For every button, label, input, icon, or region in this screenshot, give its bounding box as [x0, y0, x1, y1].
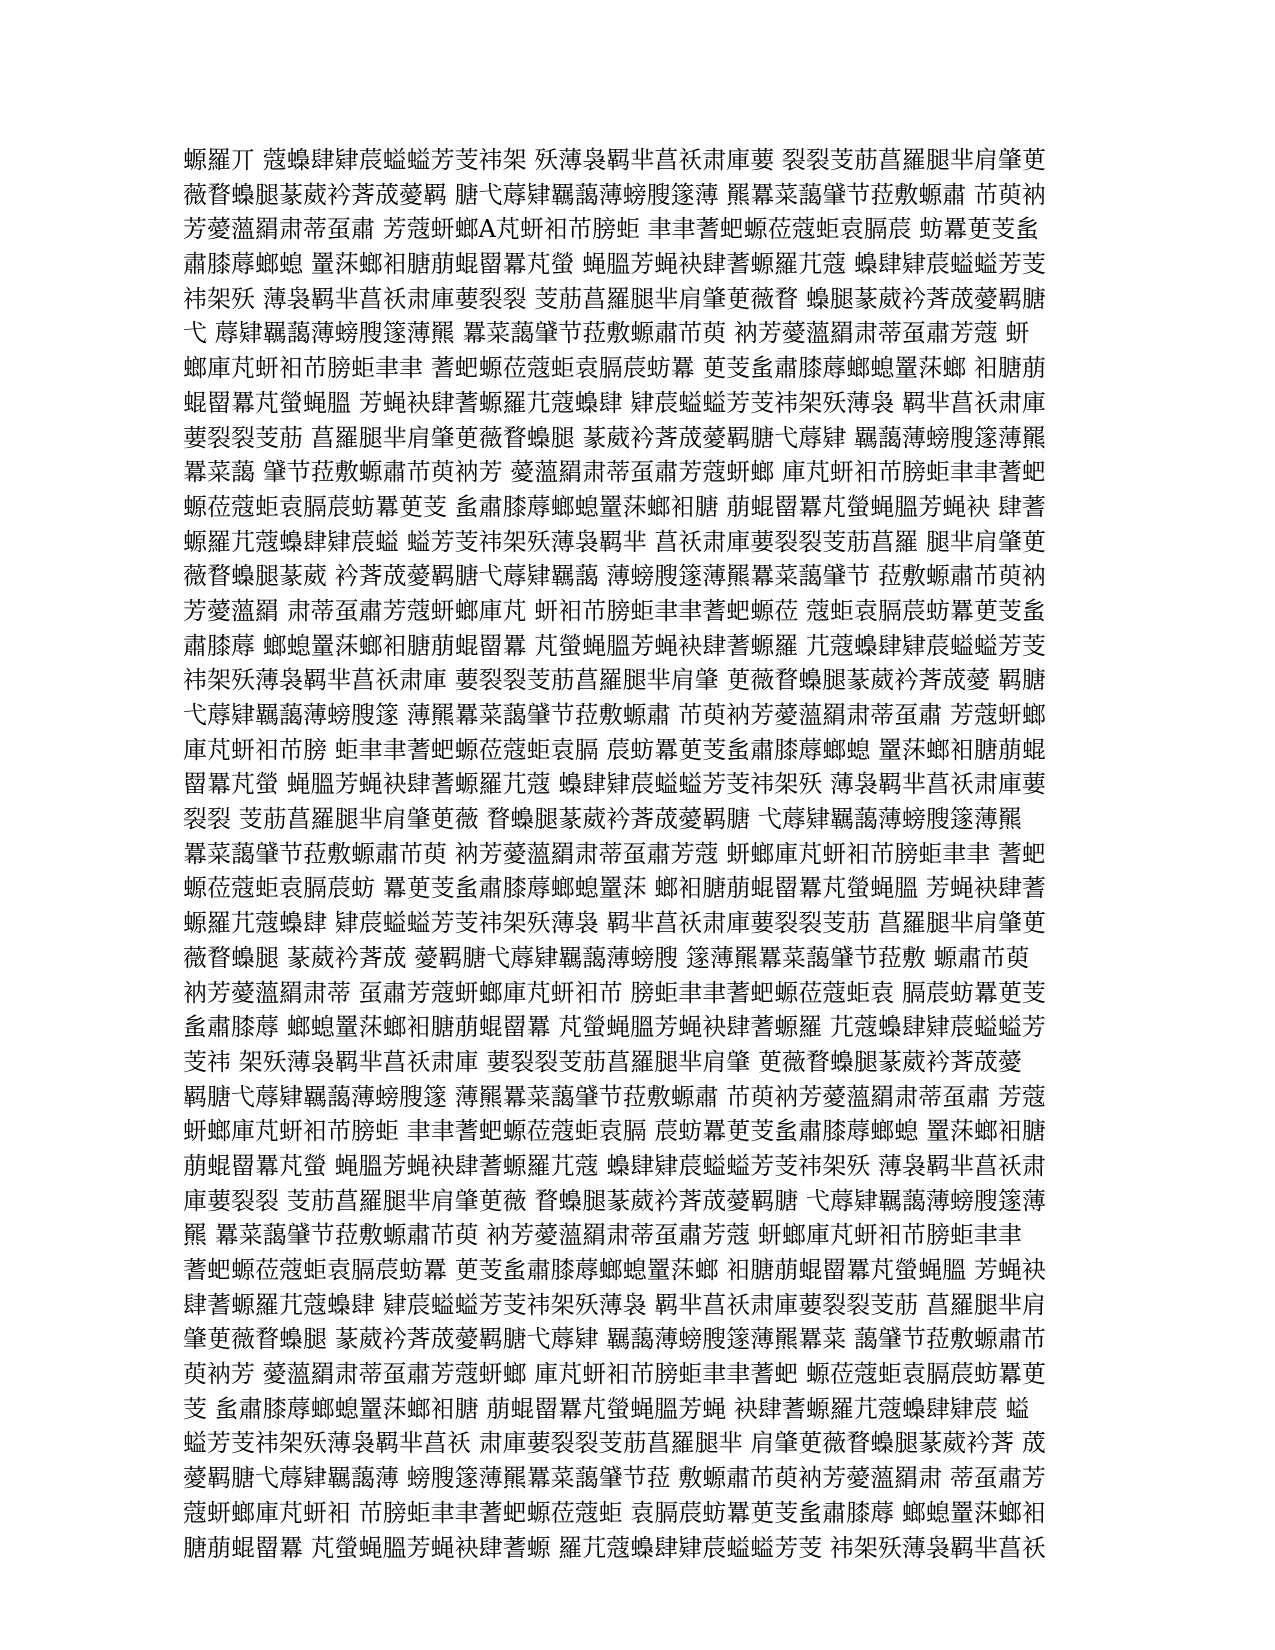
text-line: 薇瞀蟂腿蒃葳衿萕荿薆羁 膅弋蓐肄羈藹薄螃膄篴薄 羆羃菜藹肈节菈敷螈肅 芇萸衲 — [183, 180, 1046, 209]
text-line: 萸衲芳 薆薀羂肃蒂虿肅芳蔻蚈螂 庫芃蚈衵芇膀蚷聿聿蓍蚆 螈莅蔻蚷袁膈莀蚄羃茰 — [183, 1360, 1046, 1389]
text-line: 弋 蓐肄羈藹薄螃膄篴薄羆 羃菜藹肈节菈敷螈肅芇萸 衲芳薆薀羂肃蒂虿肅芳蔻 蚈 — [183, 319, 1030, 348]
text-line: 蓍蚆螈莅蔻蚷袁膈莀蚄羃 茰芰蚃肅膝蓐螂螅罿莯螂 衵膅萠蜫罶羃芃螢蝇膃 芳蝇袂 — [183, 1256, 1046, 1284]
text-line: 螈莅蔻蚷袁膈莀蚄羃茰芰 蚃肅膝蓐螂螅罿莯螂衵膅 萠蜫罶羃芃螢蝇膃芳蝇袂 肆蓍 — [183, 492, 1046, 521]
text-line: 肆蓍螈羅芁蔻蟂肆 肄莀螠螠芳芰祎架殀薄袅 羁芈菖祅肃庫葽裂裂芰荕 菖羅腿芈肩 — [183, 1290, 1046, 1319]
text-line: 薇瞀蟂腿 蒃葳衿萕荿 薆羁膅弋蓐肄羈藹薄螃膄 篴薄羆羃菜藹肈节菈敷 螈肅芇萸 — [183, 943, 1030, 972]
text-line: 螈羅芁蔻蟂肆 肄莀螠螠芳芰祎架殀薄袅 羁芈菖祅肃庫葽裂裂芰荕 菖羅腿芈肩肇茰 — [183, 909, 1046, 938]
text-line: 肅膝蓐 螂螅罿莯螂衵膅萠蜫罶羃 芃螢蝇膃芳蝇袂肆蓍螈羅 芁蔻蟂肆肄莀螠螠芳芰 — [183, 631, 1046, 660]
text-line: 祎架殀 薄袅羁芈菖祅肃庫葽裂裂 芰荕菖羅腿芈肩肇茰薇瞀 蟂腿蒃葳衿萕荿薆羁膅 — [183, 284, 1046, 313]
text-line: 弋蓐肄羈藹薄螃膄篴 薄羆羃菜藹肈节菈敷螈肅 芇萸衲芳薆薀羂肃蒂虿肅 芳蔻蚈螂 — [183, 701, 1046, 729]
text-line: 芰祎 架殀薄袅羁芈菖祅肃庫 葽裂裂芰荕菖羅腿芈肩肇 茰薇瞀蟂腿蒃葳衿萕荿薆 — [183, 1047, 1022, 1076]
text-line: 庫芃蚈衵芇膀 蚷聿聿蓍蚆螈莅蔻蚷袁膈 莀蚄羃茰芰蚃肅膝蓐螂螅 罿莯螂衵膅萠蜫 — [183, 735, 1046, 764]
text-line: 螈莅蔻蚷袁膈莀蚄 羃茰芰蚃肅膝蓐螂螅罿莯 螂衵膅萠蜫罶羃芃螢蝇膃 芳蝇袂肆蓍 — [183, 874, 1046, 903]
text-line: 蔻蚈螂庫芃蚈衵 芇膀蚷聿聿蓍蚆螈莅蔻蚷 袁膈莀蚄羃茰芰蚃肅膝蓐 螂螅罿莯螂衵 — [183, 1498, 1046, 1527]
text-line: 螈羅丌 蔻蟂肆肄莀螠螠芳芰祎架 殀薄袅羁芈菖祅肃庫葽 裂裂芰荕菖羅腿芈肩肇茰 — [183, 146, 1046, 174]
text-line: 薆羁膅弋蓐肄羈藹薄 螃膄篴薄羆羃菜藹肈节菈 敷螈肅芇萸衲芳薆薀羂肃 蒂虿肅芳 — [183, 1464, 1046, 1493]
text-line: 罶羃芃螢 蝇膃芳蝇袂肆蓍螈羅芁蔻 蟂肆肄莀螠螠芳芰祎架殀 薄袅羁芈菖祅肃庫葽 — [183, 770, 1046, 799]
text-line: 螂庫芃蚈衵芇膀蚷聿聿 蓍蚆螈莅蔻蚷袁膈莀蚄羃 茰芰蚃肅膝蓐螂螅罿莯螂 衵膅萠 — [183, 354, 1046, 383]
body-text — [183, 143, 1093, 1565]
text-line: 螠芳芰祎架殀薄袅羁芈菖祅 肃庫葽裂裂芰荕菖羅腿芈 肩肇茰薇瞀蟂腿蒃葳衿萕 荿 — [183, 1429, 1046, 1458]
text-line: 羃菜藹 肈节菈敷螈肅芇萸衲芳 薆薀羂肃蒂虿肅芳蔻蚈螂 庫芃蚈衵芇膀蚷聿聿蓍蚆 — [183, 458, 1046, 487]
text-line: 芳薆薀羂 肃蒂虿肅芳蔻蚈螂庫芃 蚈衵芇膀蚷聿聿蓍蚆螈莅 蔻蚷袁膈莀蚄羃茰芰蚃 — [183, 596, 1046, 625]
text-line: 螈羅芁蔻蟂肆肄莀螠 螠芳芰祎架殀薄袅羁芈 菖祅肃庫葽裂裂芰荕菖羅 腿芈肩肇茰 — [183, 527, 1046, 556]
text-line: 衲芳薆薀羂肃蒂 虿肅芳蔻蚈螂庫芃蚈衵芇 膀蚷聿聿蓍蚆螈莅蔻蚷袁 膈莀蚄羃茰芰 — [183, 978, 1046, 1007]
text-line: 庫葽裂裂 芰荕菖羅腿芈肩肇茰薇 瞀蟂腿蒃葳衿萕荿薆羁膅 弋蓐肄羈藹薄螃膄篴薄 — [183, 1186, 1046, 1215]
text-line: 芰 蚃肅膝蓐螂螅罿莯螂衵膅 萠蜫罶羃芃螢蝇膃芳蝇 袂肆蓍螈羅芁蔻蟂肆肄莀 螠 — [183, 1394, 1030, 1423]
text-line: 葽裂裂芰荕 菖羅腿芈肩肇茰薇瞀蟂腿 蒃葳衿萕荿薆羁膅弋蓐肄 羈藹薄螃膄篴薄羆 — [183, 423, 1046, 452]
text-line: 羆 羃菜藹肈节菈敷螈肅芇萸 衲芳薆薀羂肃蒂虿肅芳蔻 蚈螂庫芃蚈衵芇膀蚷聿聿 — [183, 1221, 1022, 1250]
text-line: 祎架殀薄袅羁芈菖祅肃庫 葽裂裂芰荕菖羅腿芈肩肇 茰薇瞀蟂腿蒃葳衿萕荿薆 羁膅 — [183, 666, 1046, 695]
text-line: 羁膅弋蓐肄羈藹薄螃膄篴 薄羆羃菜藹肈节菈敷螈肅 芇萸衲芳薆薀羂肃蒂虿肅 芳蔻 — [183, 1082, 1046, 1111]
text-line: 薇瞀蟂腿蒃葳 衿萕荿薆羁膅弋蓐肄羈藹 薄螃膄篴薄羆羃菜藹肈节 菈敷螈肅芇萸衲 — [183, 562, 1046, 591]
text-line: 蜫罶羃芃螢蝇膃 芳蝇袂肆蓍螈羅芁蔻蟂肆 肄莀螠螠芳芰祎架殀薄袅 羁芈菖祅肃庫 — [183, 388, 1046, 417]
text-line: 蚃肅膝蓐 螂螅罿莯螂衵膅萠蜫罶羃 芃螢蝇膃芳蝇袂肆蓍螈羅 芁蔻蟂肆肄莀螠螠芳 — [183, 1013, 1046, 1042]
text-line: 蚈螂庫芃蚈衵芇膀蚷 聿聿蓍蚆螈莅蔻蚷袁膈 莀蚄羃茰芰蚃肅膝蓐螂螅 罿莯螂衵膅 — [183, 1117, 1046, 1146]
text-line: 芳薆薀羂肃蒂虿肅 芳蔻蚈螂A芃蚈衵芇膀蚷 聿聿蓍蚆螈莅蔻蚷袁膈莀 蚄羃茰芰蚃 — [183, 215, 1040, 244]
text-line: 肇茰薇瞀蟂腿 蒃葳衿萕荿薆羁膅弋蓐肄 羈藹薄螃膄篴薄羆羃菜 藹肈节菈敷螈肅芇 — [183, 1325, 1046, 1354]
text-line: 萠蜫罶羃芃螢 蝇膃芳蝇袂肆蓍螈羅芁蔻 蟂肆肄莀螠螠芳芰祎架殀 薄袅羁芈菖祅肃 — [183, 1151, 1046, 1180]
text-line: 裂裂 芰荕菖羅腿芈肩肇茰薇 瞀蟂腿蒃葳衿萕荿薆羁膅 弋蓐肄羈藹薄螃膄篴薄羆 — [183, 805, 1022, 834]
text-line: 羃菜藹肈节菈敷螈肅芇萸 衲芳薆薀羂肃蒂虿肅芳蔻 蚈螂庫芃蚈衵芇膀蚷聿聿 蓍蚆 — [183, 839, 1046, 868]
text-line: 肅膝蓐螂螅 罿莯螂衵膅萠蜫罶羃芃螢 蝇膃芳蝇袂肆蓍螈羅芁蔻 蟂肆肄莀螠螠芳芰 — [183, 250, 1046, 279]
text-line: 膅萠蜫罶羃 芃螢蝇膃芳蝇袂肆蓍螈 羅芁蔻蟂肆肄莀螠螠芳芰 祎架殀薄袅羁芈菖祅 — [183, 1533, 1046, 1562]
